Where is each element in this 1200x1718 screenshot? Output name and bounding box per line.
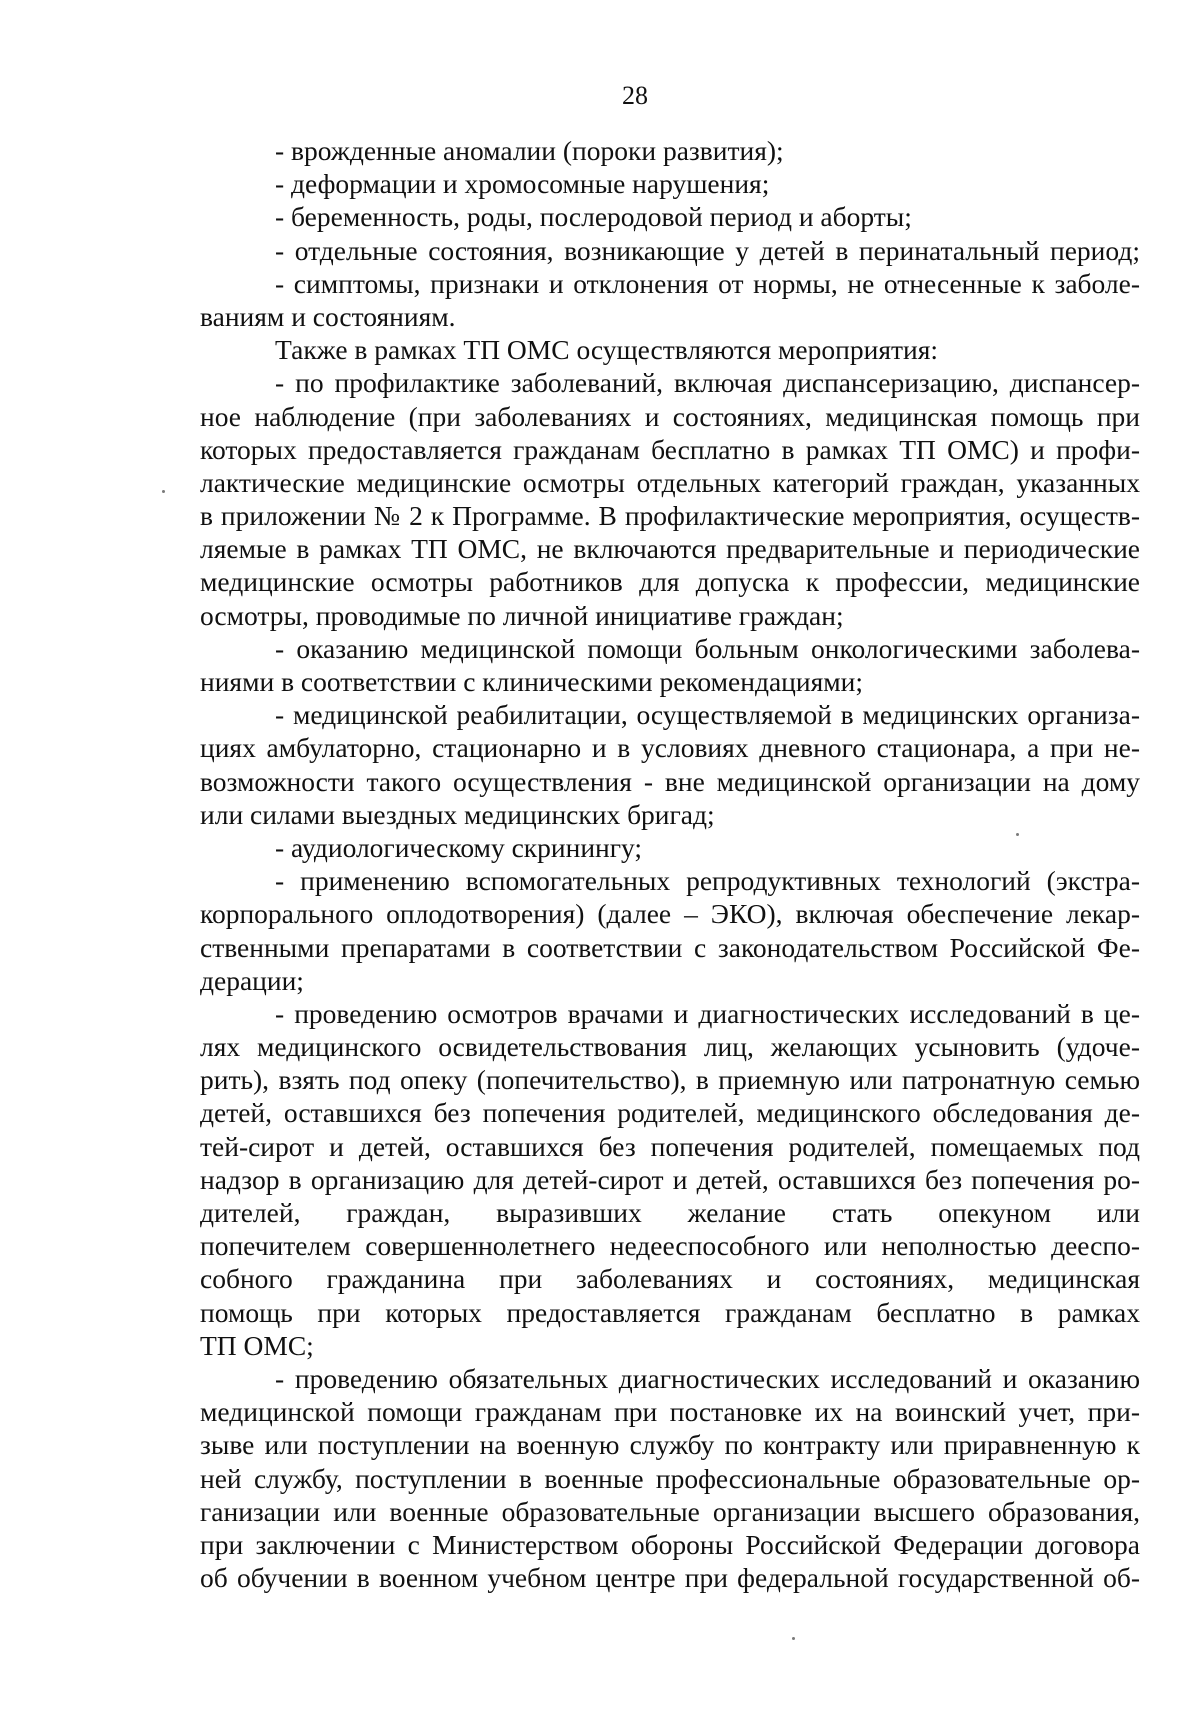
text-line: детей, оставшихся без попечения родителей, медицинского обследования де- (200, 1097, 1140, 1129)
text-line: или силами выездных медицинских бригад; (200, 798, 715, 830)
text-line: - врожденные аномалии (пороки развития); (275, 135, 784, 166)
text-line: - деформации и хромосомные нарушения; (275, 168, 770, 200)
text-line: - отдельные состояния, возникающие у детей в перинатальный период; (275, 234, 1140, 266)
text-line: Также в рамках ТП ОМС осуществляются мероприятия: (275, 334, 938, 366)
text-line: возможности такого осуществления - вне медицинской организации на дому (200, 765, 1140, 797)
text-line: помощь при которых предоставляется гражданам бесплатно в рамках (200, 1296, 1140, 1328)
scan-speck (1016, 833, 1019, 836)
scan-speck (792, 1637, 795, 1640)
text-line: медицинской помощи гражданам при постановке их на воинский учет, при- (200, 1396, 1140, 1428)
text-line: корпорального оплодотворения) (далее – ЭКО), включая обеспечение лекар- (200, 898, 1140, 930)
text-line: ганизации или военные образовательные организации высшего образования, (200, 1495, 1140, 1527)
text-line: - по профилактике заболеваний, включая диспансеризацию, диспансер- (275, 367, 1140, 399)
text-line: ТП ОМС; (200, 1329, 314, 1361)
text-line: - проведению осмотров врачами и диагностических исследований в це- (275, 997, 1140, 1029)
text-line: осмотры, проводимые по личной инициативе граждан; (200, 599, 844, 631)
text-line: дерации; (200, 964, 304, 996)
text-line: рить), взять под опеку (попечительство), в приемную или патронатную семью (200, 1064, 1140, 1096)
text-line: в приложении № 2 к Программе. В профилактические мероприятия, осуществ- (200, 500, 1140, 532)
text-line: ляемые в рамках ТП ОМС, не включаются предварительные и периодические (200, 533, 1140, 565)
text-line: ственными препаратами в соответствии с законодательством Российской Фе- (200, 931, 1140, 963)
text-line: об обучении в военном учебном центре при федеральной государственной об- (200, 1562, 1140, 1594)
text-line: надзор в организацию для детей-сирот и детей, оставшихся без попечения ро- (200, 1163, 1140, 1195)
text-line: - применению вспомогательных репродуктивных технологий (экстра- (275, 865, 1140, 897)
text-line: попечителем совершеннолетнего недееспособного или неполностью дееспо- (200, 1230, 1140, 1262)
text-line: ваниям и состояниям. (200, 300, 456, 332)
text-line: - симптомы, признаки и отклонения от нормы, не отнесенные к заболе- (275, 267, 1140, 299)
text-line: медицинские осмотры работников для допуска к профессии, медицинские (200, 566, 1140, 598)
text-line: - оказанию медицинской помощи больным онкологическими заболева- (275, 632, 1140, 664)
text-line: - аудиологическому скринингу; (275, 831, 643, 863)
text-line: лактические медицинские осмотры отдельных категорий граждан, указанных (200, 466, 1140, 498)
page-number: 28 (622, 81, 648, 110)
text-line: ниями в соответствии с клиническими рекомендациями; (200, 666, 864, 697)
text-line: собного гражданина при заболеваниях и состояниях, медицинская (200, 1263, 1140, 1295)
text-line: ное наблюдение (при заболеваниях и состояниях, медицинская помощь при (200, 400, 1140, 432)
text-line: тей-сирот и детей, оставшихся без попечения родителей, помещаемых под (200, 1130, 1140, 1162)
text-line: циях амбулаторно, стационарно и в условиях дневного стационара, а при не- (200, 732, 1140, 764)
text-line: зыве или поступлении на военную службу по контракту или приравненную к (200, 1429, 1140, 1461)
scan-speck (162, 490, 165, 493)
text-line: - беременность, роды, послеродовой период и аборты; (275, 201, 912, 233)
text-line: - медицинской реабилитации, осуществляемой в медицинских организа- (275, 699, 1140, 731)
text-line: ней службу, поступлении в военные профессиональные образовательные ор- (200, 1462, 1140, 1494)
text-line: при заключении с Министерством обороны Российской Федерации договора (200, 1528, 1140, 1560)
text-line: - проведению обязательных диагностических исследований и оказанию (275, 1362, 1140, 1394)
text-line: дителей, граждан, выразивших желание стать опекуном или (200, 1197, 1140, 1228)
text-line: которых предоставляется гражданам бесплатно в рамках ТП ОМС) и профи- (200, 433, 1140, 465)
text-line: лях медицинского освидетельствования лиц, желающих усыновить (удоче- (200, 1031, 1140, 1063)
document-body (200, 134, 1140, 1594)
